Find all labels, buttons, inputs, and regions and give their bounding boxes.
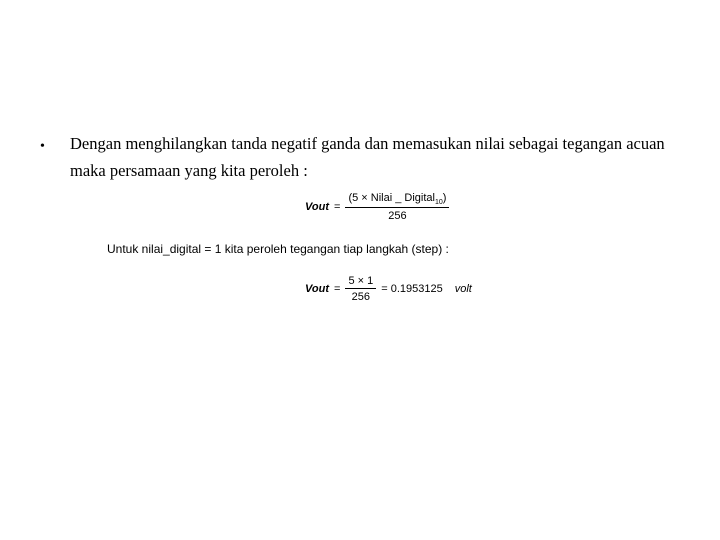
formula-fraction: [345, 192, 449, 222]
equals-sign: =: [334, 201, 341, 214]
calculation-fraction: [345, 275, 376, 303]
step-description: Untuk nilai_digital = 1 kita peroleh tegangan tiap langkah (step) :: [107, 242, 449, 256]
calculation-result: = 0.1953125: [381, 283, 443, 295]
numerator-text: (5 × Nilai _ Digital: [348, 192, 435, 204]
unit-label: volt: [454, 283, 472, 295]
calculation-denominator: 256: [351, 291, 371, 303]
formula-numerator: [345, 192, 449, 208]
vout-formula: [305, 192, 449, 222]
calculation-numerator: 5 × 1: [345, 275, 376, 289]
numerator-close: ): [442, 192, 447, 204]
vout-label: Vout: [305, 201, 330, 214]
numerator-subscript: 10: [434, 199, 443, 207]
bullet-paragraph: Dengan menghilangkan tanda negatif ganda dan memasukan nilai sebagai tegangan acuan maka persamaan yang kita peroleh :: [70, 134, 665, 180]
formula-denominator: 256: [388, 210, 407, 223]
vout-step-calculation: [305, 275, 472, 303]
vout-label: Vout: [305, 283, 330, 295]
bullet-marker: •: [40, 139, 45, 154]
equals-sign: =: [334, 283, 341, 295]
